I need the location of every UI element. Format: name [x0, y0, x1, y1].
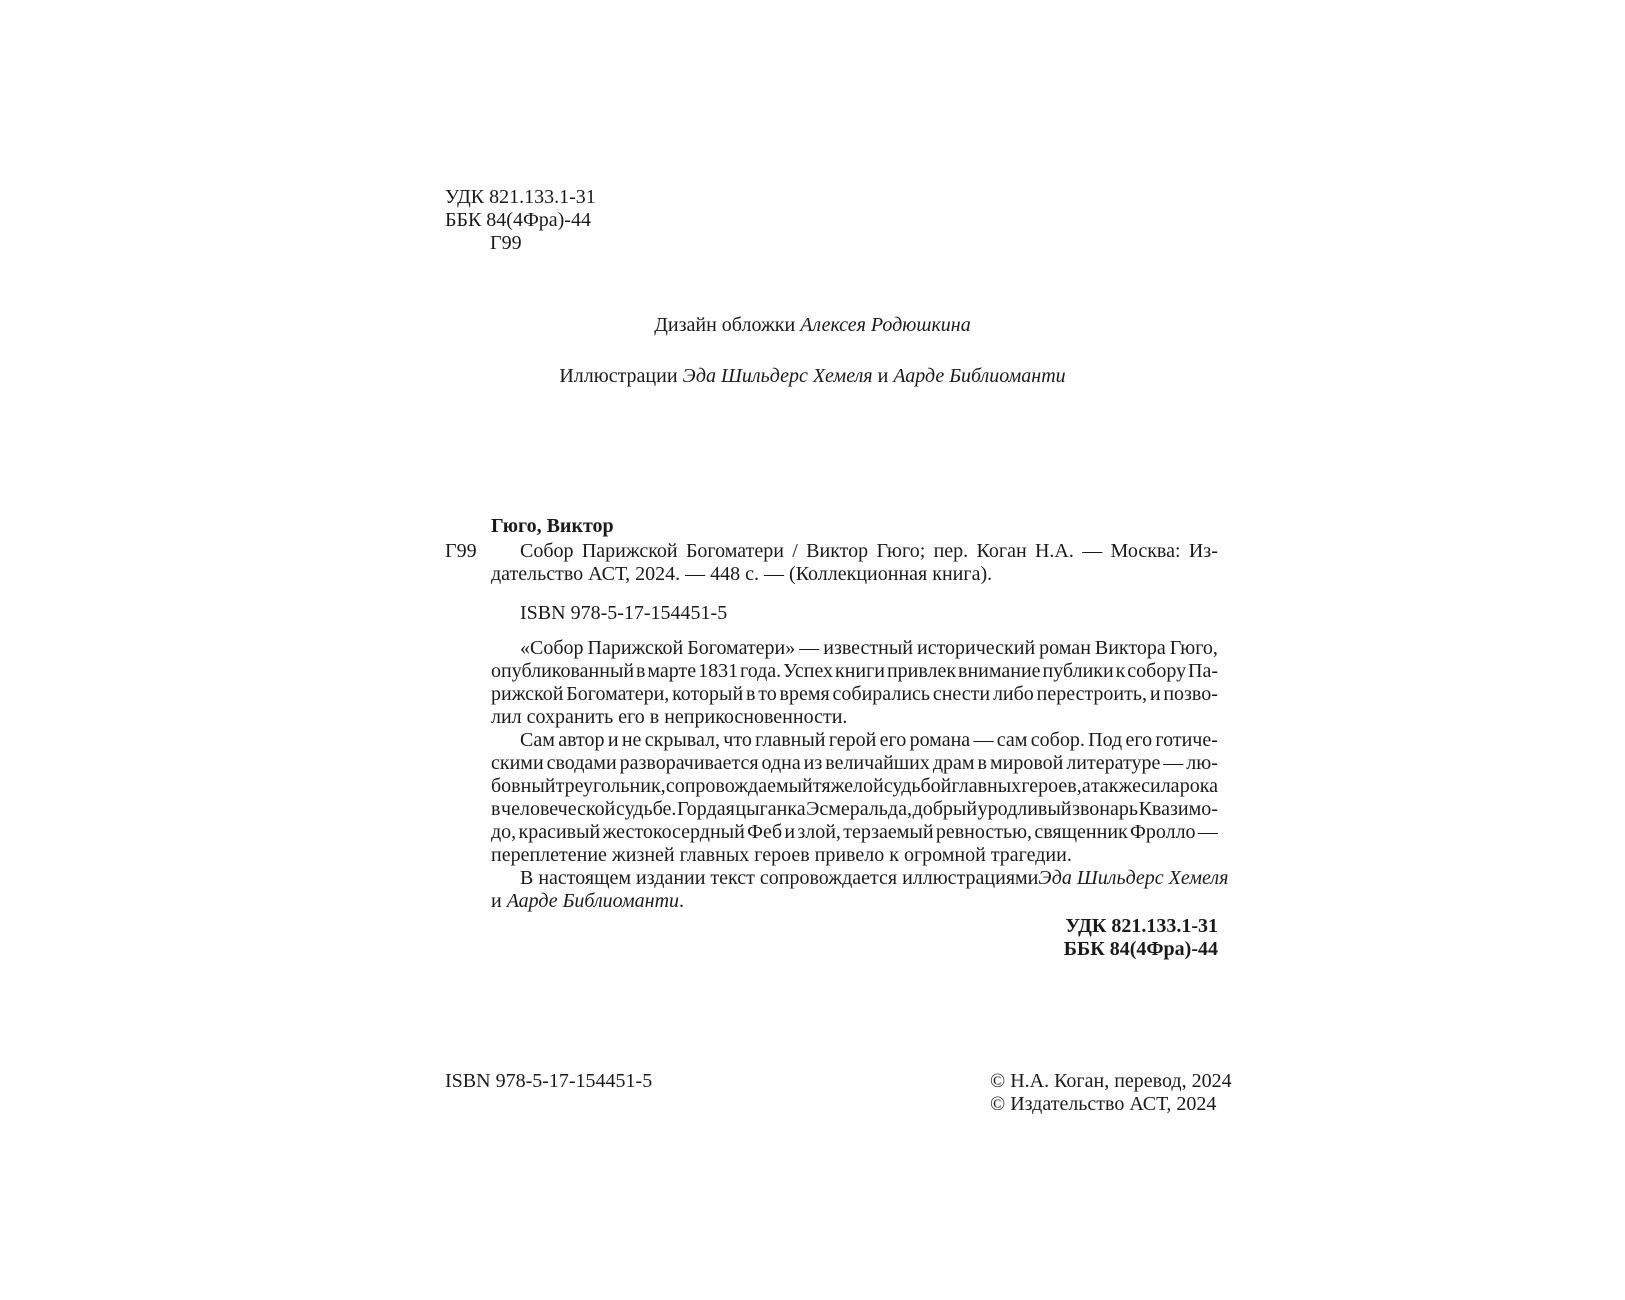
author-sign-record: Г99	[445, 540, 477, 562]
text-line: опубликованный в марте 1831 года. Успех книги привлек внимание публики к собору Па-	[491, 660, 1218, 682]
copyright-publisher: © Издательство АСТ, 2024	[990, 1093, 1217, 1115]
bib-line: Собор Парижской Богоматери / Виктор Гюго; пер. Коган Н.А. — Москва: Из-	[520, 540, 1218, 562]
author-sign: Г99	[490, 232, 522, 254]
classification-codes-top	[445, 186, 596, 255]
classification-codes-bottom	[491, 915, 1218, 961]
text-fragment: В настоящем издании текст сопровождается иллюстрациями	[520, 867, 1039, 889]
designer-name: Алексея Родюшкина	[800, 314, 971, 336]
illustrator-name: Аарде Библиоманти	[506, 890, 680, 912]
text-line: «Собор Парижской Богоматери» — известный исторический роман Виктора Гюго,	[520, 637, 1218, 659]
conjunction: и	[877, 365, 889, 387]
text-line: в человеческой судьбе. Гордая цыганка Эсмеральда, добрый уродливый звонарь Квазимо-	[491, 798, 1218, 820]
text-line: рижской Богоматери, который в то время собирались снести либо перестроить, и позво-	[491, 683, 1218, 705]
cover-design-credit	[0, 314, 1625, 337]
text-line: Сам автор и не скрывал, что главный герой его романа — сам собор. Под его готиче-	[520, 729, 1218, 751]
text-line: скими сводами разворачивается одна из величайших драм в мировой литературе — лю-	[491, 752, 1218, 774]
author-heading: Гюго, Виктор	[491, 515, 614, 537]
text-fragment: .	[679, 890, 685, 912]
copyright-block	[990, 1070, 1232, 1116]
illustrations-credit	[0, 365, 1625, 388]
text-line: лил сохранить его в неприкосновенности.	[491, 706, 848, 728]
udk-code: УДК 821.133.1-31	[1065, 915, 1218, 937]
bbk-code: ББК 84(4Фра)-44	[445, 209, 591, 231]
text-line: бовный треугольник, сопровождаемый тяжелой судьбой главных героев, а также сила рока	[491, 775, 1218, 797]
bibliographic-entry	[491, 540, 1218, 586]
bbk-code: ББК 84(4Фра)-44	[1063, 938, 1218, 960]
illustrations-label: Иллюстрации	[559, 365, 678, 387]
text-line: переплетение жизней главных героев привело к огромной трагедии.	[491, 844, 1072, 866]
udk-code: УДК 821.133.1-31	[445, 186, 596, 208]
illustrator-name: Эда Шильдерс Хемеля	[682, 365, 873, 387]
annotation-paragraph	[491, 867, 1229, 913]
annotation	[491, 637, 1229, 913]
copyright-translation: © Н.А. Коган, перевод, 2024	[990, 1070, 1232, 1092]
annotation-paragraph	[491, 637, 1218, 729]
illustrator-name: Эда Шильдерс Хемеля	[1038, 867, 1229, 889]
bib-line: дательство АСТ, 2024. — 448 с. — (Коллекционная книга).	[491, 563, 993, 585]
isbn-record: ISBN 978-5-17-154451-5	[520, 602, 728, 624]
design-label: Дизайн обложки	[654, 314, 796, 336]
annotation-paragraph	[491, 729, 1218, 867]
text-fragment: и	[491, 890, 502, 912]
text-line	[491, 890, 1218, 913]
text-line: до, красивый жестокосердный Феб и злой, терзаемый ревностью, священник Фролло —	[491, 821, 1218, 843]
isbn-footer: ISBN 978-5-17-154451-5	[445, 1070, 653, 1092]
text-line	[491, 867, 1229, 890]
illustrator-name: Аарде Библиоманти	[893, 365, 1066, 387]
